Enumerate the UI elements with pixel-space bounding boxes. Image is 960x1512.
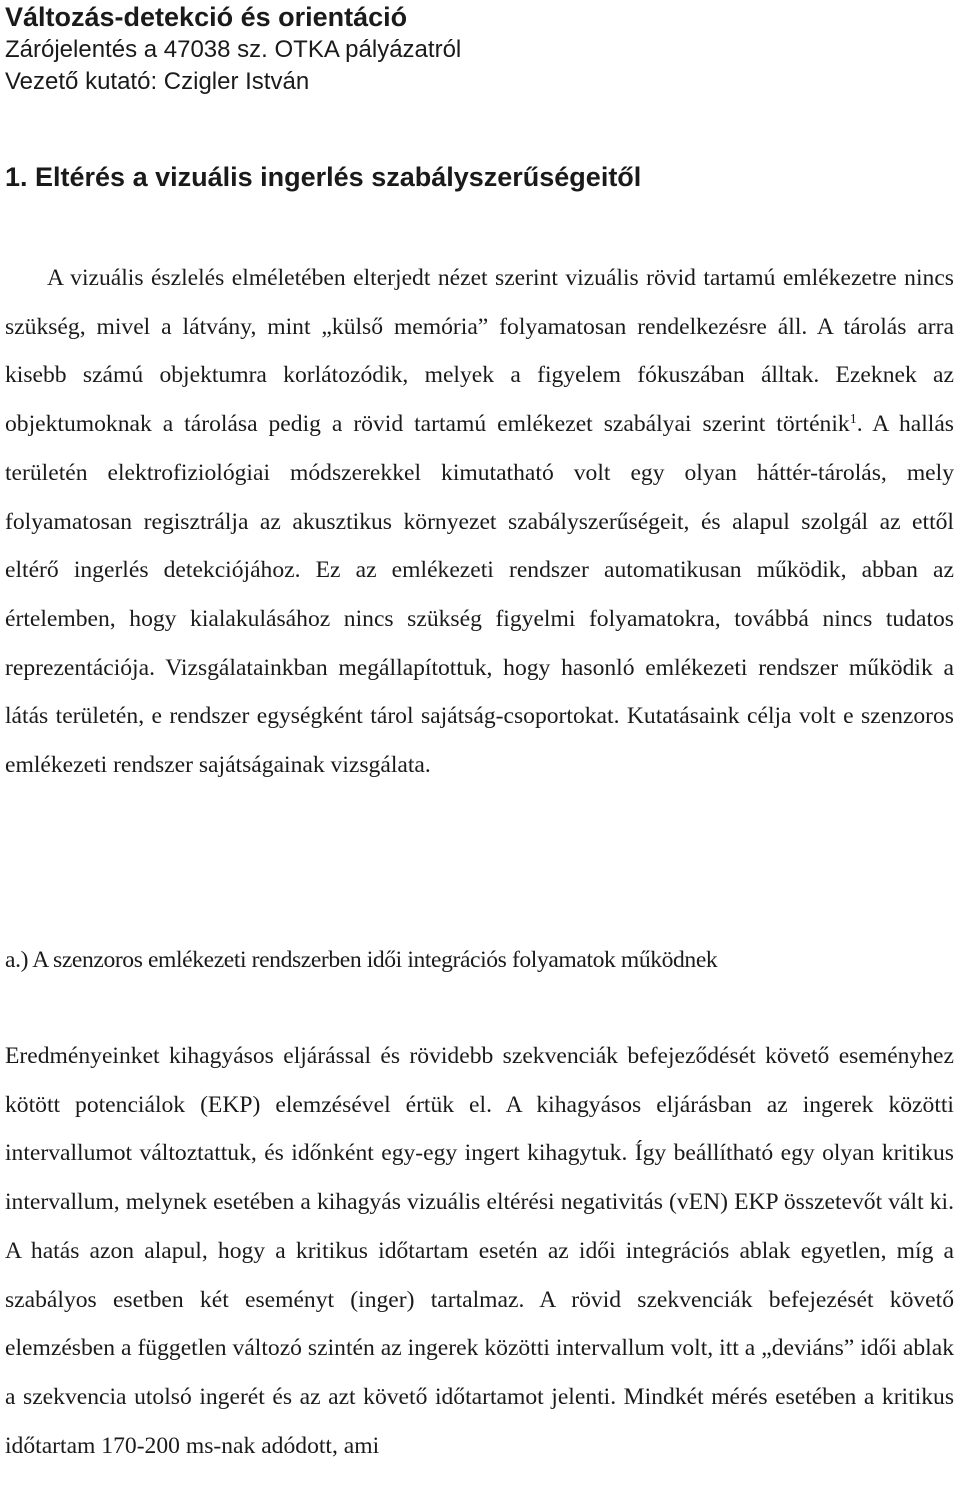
intro-paragraph	[5, 254, 954, 790]
report-subtitle: Zárójelentés a 47038 sz. OTKA pályázatról	[5, 36, 462, 63]
report-header	[5, 0, 461, 98]
intro-paragraph-continuation: . A hallás területén elektrofiziológiai módszerekkel kimutatható volt egy olyan háttér-tárolás, mely folyamatosan regisztrálja az akusztikus környezet szabályszerűségeit, és alapul szolgál az ettől eltérő ingerlés detekciójához. Ez az emlékezeti rendszer automatikusan működik, abban az értelemben, hogy kialakulásához nincs szükség figyelmi folyamatokra, továbbá nincs tudatos reprezentációja. Vizsgálatainkban megállapítottuk, hogy hasonló emlékezeti rendszer működik a látás területén, e rendszer egységként tárol sajátság-csoportokat. Kutatásaink célja volt e szenzoros emlékezeti rendszer sajátságainak vizsgálata.	[5, 411, 954, 779]
intro-paragraph-text: A vizuális észlelés elméletében elterjedt nézet szerint vizuális rövid tartamú emlékezetre nincs szükség, mivel a látvány, mint „külső memória” folyamatosan rendelkezésre áll. A tárolás arra kisebb számú objektumra korlátozódik, melyek a figyelem fókuszában álltak. Ezeknek az objektumoknak a tárolása pedig a rövid tartamú emlékezet szabályai szerint történik	[5, 265, 954, 438]
results-paragraph: Eredményeinket kihagyásos eljárással és rövidebb szekvenciák befejeződését követő eseményhez kötött potenciálok (EKP) elemzésével értük el. A kihagyásos eljárásban az ingerek közötti intervallumot változtattuk, és időnként egy-egy ingert kihagytuk. Így beállítható egy olyan kritikus intervallum, melynek esetében a kihagyás vizuális eltérési negativitás (vEN) EKP összetevőt vált ki. A hatás azon alapul, hogy a kritikus időtartam esetén az idői integrációs ablak egyetlen, míg a szabályos esetben két eseményt (inger) tartalmaz. A rövid szekvenciák befejezését követő elemzésben a független változó szintén az ingerek közötti intervallum volt, itt a „deviáns” idői ablak a szekvencia utolsó ingerét és az azt követő időtartamot jelenti. Mindkét mérés esetében a kritikus időtartam 170-200 ms-nak adódott, ami	[5, 1043, 954, 1459]
footnote-marker: 1	[849, 412, 857, 428]
subsection-heading: a.) A szenzoros emlékezeti rendszerben idői integrációs folyamatok működnek	[5, 947, 718, 973]
lead-researcher: Vezető kutató: Czigler István	[5, 68, 310, 95]
section-heading: 1. Eltérés a vizuális ingerlés szabályszerűségeitől	[5, 162, 642, 192]
report-title: Változás-detekció és orientáció	[5, 2, 408, 32]
